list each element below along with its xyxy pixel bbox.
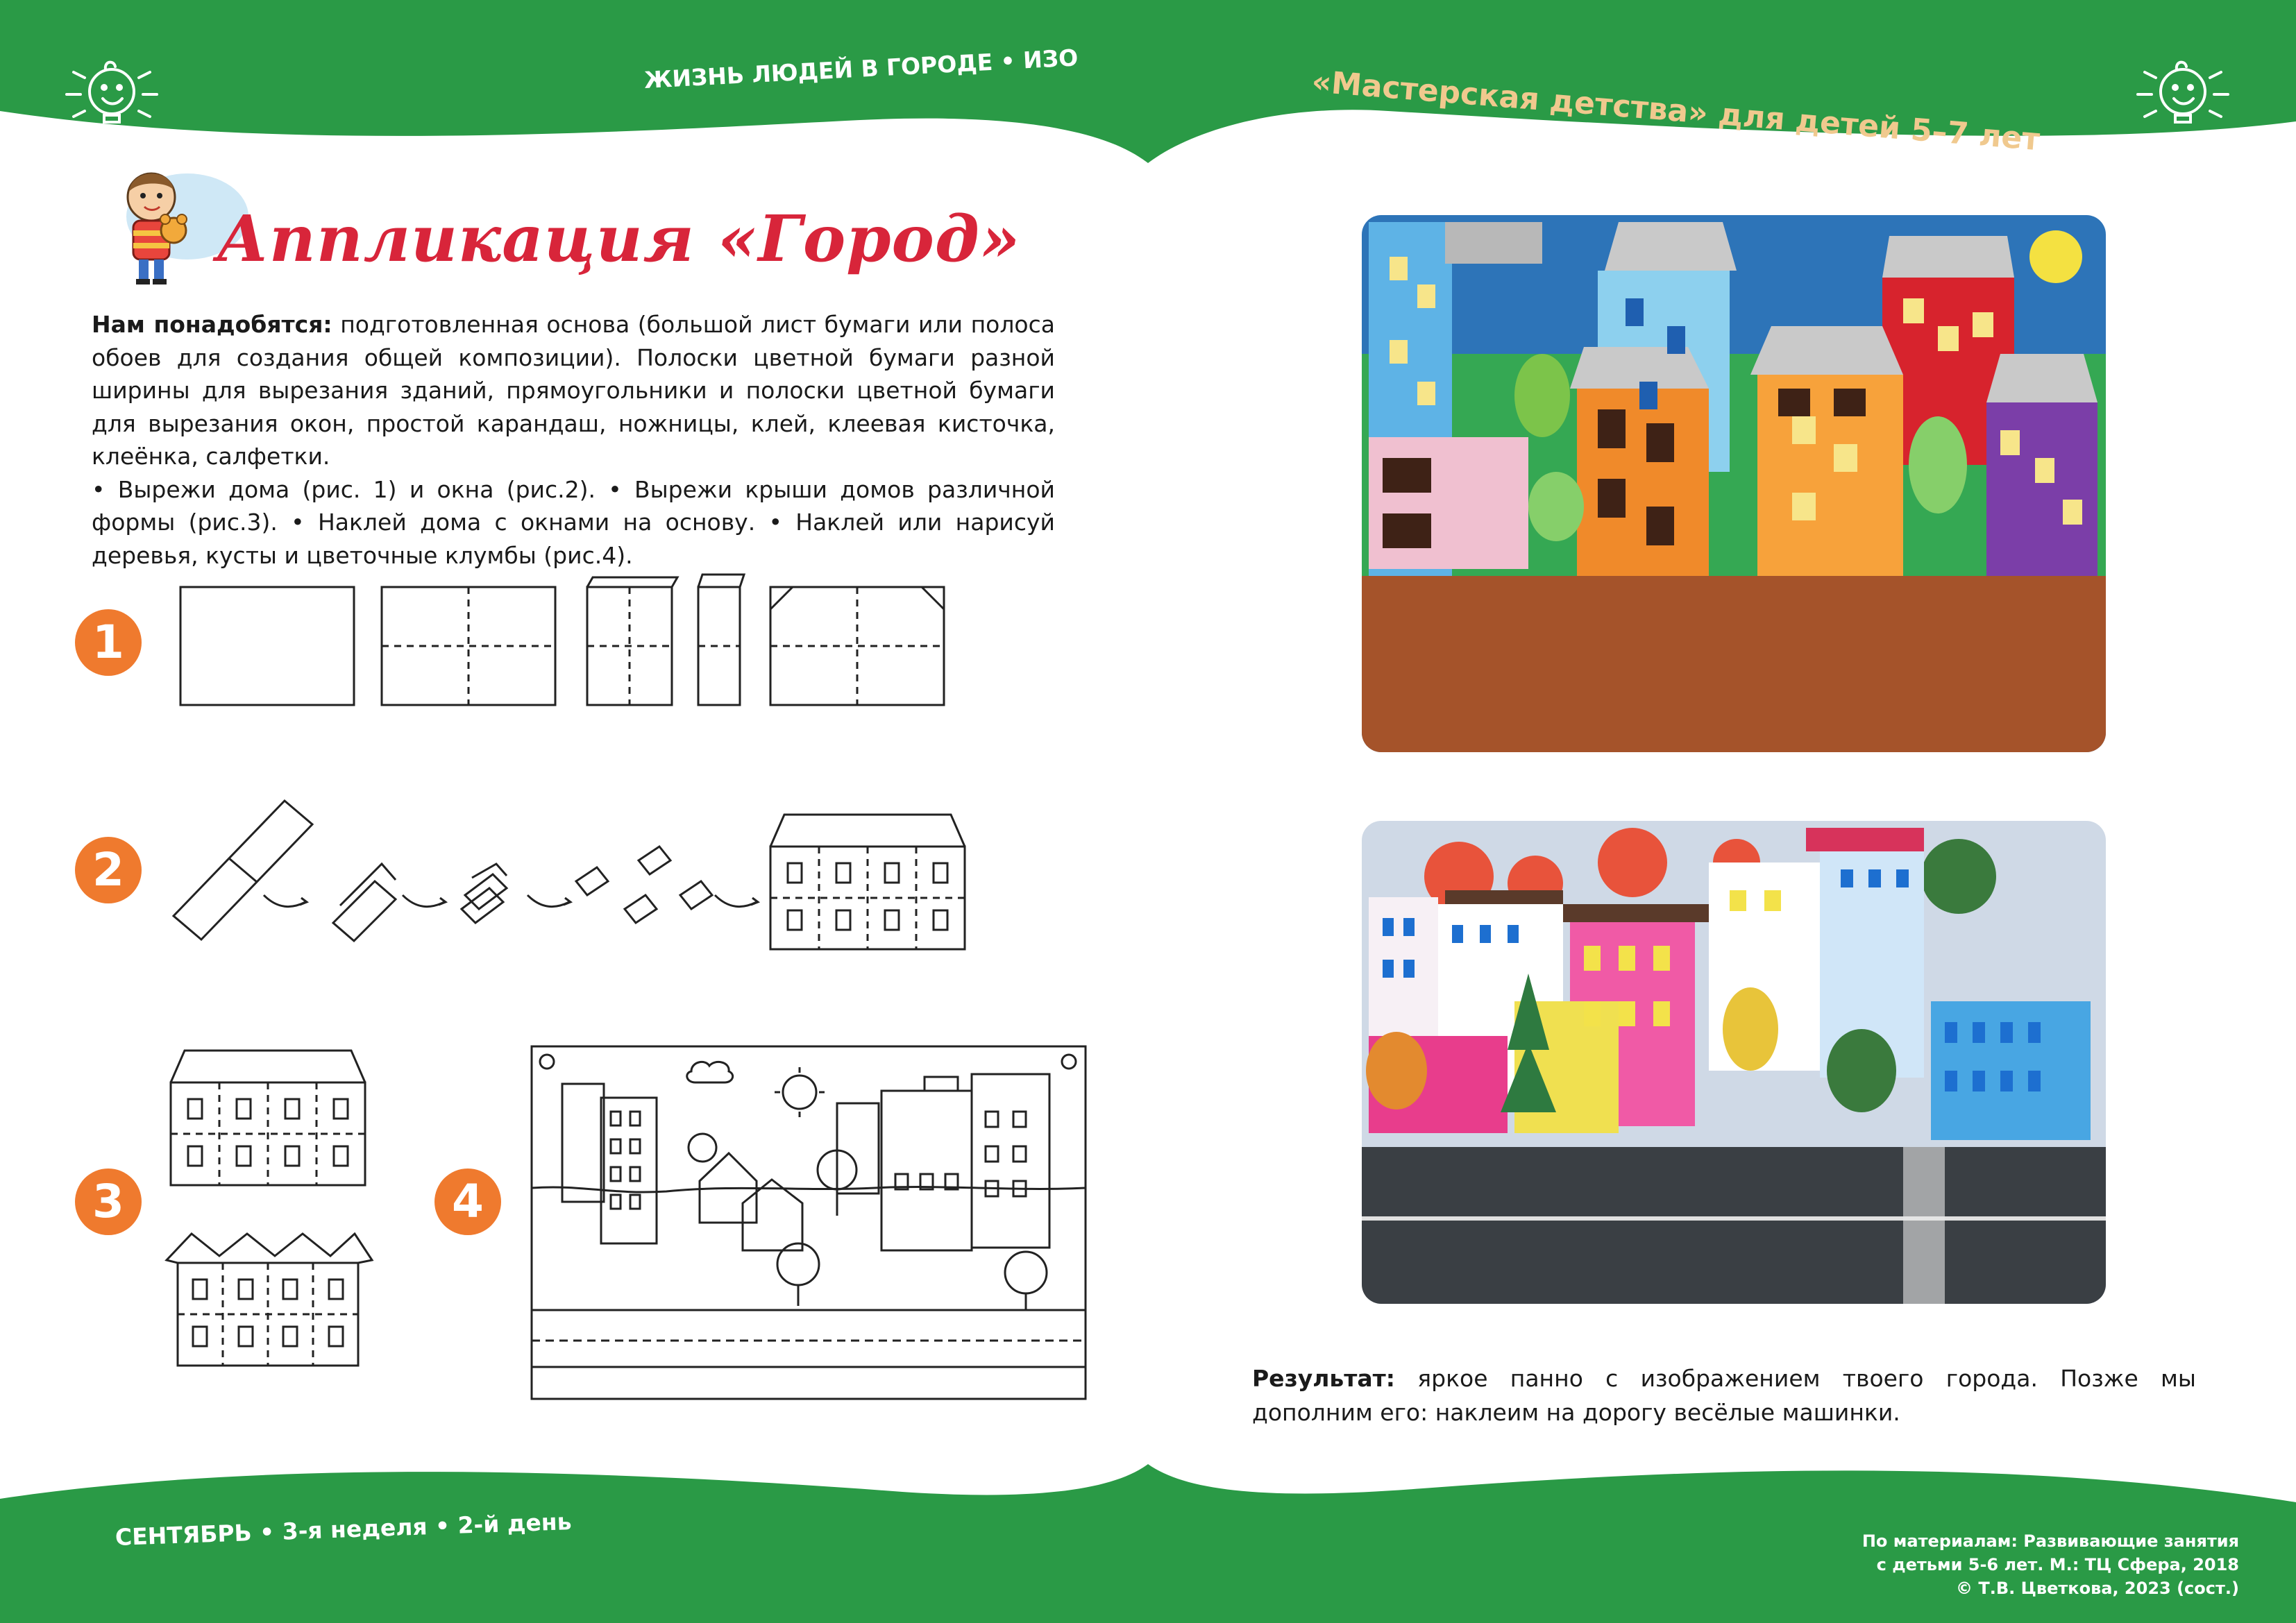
- result-photo-collage-2: [1362, 821, 2106, 1304]
- figure-1-folding-diagram: [174, 569, 951, 708]
- credits-line: © Т.В. Цветкова, 2023 (сост.): [1956, 1579, 2239, 1598]
- steps-text: • Вырежи дома (рис. 1) и окна (рис.2). • Вырежи крыши домов различной формы (рис.3). • Наклей дома с окнами на основу. • Наклей или нарисуй деревья, кусты и цветочные клумбы (рис.4).: [92, 475, 1055, 569]
- materials-label: Нам понадобятся:: [92, 311, 332, 338]
- child-face-icon: [2131, 51, 2235, 135]
- figure-number-badge: 3: [75, 1169, 142, 1235]
- figure-4-city-composition-diagram: [527, 1042, 1090, 1403]
- header-series-title: «Мастерская детства» для детей 5–7 лет: [1310, 64, 2041, 158]
- header-section-title: ЖИЗНЬ ЛЮДЕЙ В ГОРОДЕ • ИЗО: [643, 44, 1079, 94]
- figure-number-badge: 4: [434, 1169, 501, 1235]
- credits-line: По материалам: Развивающие занятия: [1862, 1531, 2239, 1551]
- materials-text: подготовленная основа (большой лист бумаги или полоса обоев для создания общей композиции). Полоски цветной бумаги разной ширины для вырезания зданий, прямоугольники и полоски цветной бумаги для вырезания окон, простой карандаш, ножницы, клей, клеевая кисточка, клеёнка, салфетки.: [92, 311, 1055, 470]
- credits-line: с детьми 5-6 лет. М.: ТЦ Сфера, 2018: [1876, 1555, 2239, 1574]
- figure-number-badge: 2: [75, 837, 142, 903]
- figure-2-window-cutting-diagram: [167, 791, 972, 958]
- result-text: [1252, 1361, 2196, 1429]
- child-face-icon: [60, 51, 164, 135]
- figure-number-badge: 1: [75, 609, 142, 676]
- result-label: Результат:: [1252, 1365, 1396, 1392]
- result-description: яркое панно с изображением твоего города. Позже мы дополним его: наклеим на дорогу весёлые машинки.: [1252, 1365, 2196, 1426]
- footer-credits: [1862, 1529, 2239, 1600]
- instructions-text: [92, 308, 1055, 572]
- figure-3-roof-shapes-diagram: [164, 1041, 386, 1374]
- footer-date: СЕНТЯБРЬ • 3-я неделя • 2-й день: [115, 1508, 573, 1551]
- page-title: Аппликация «Город»: [217, 201, 1021, 276]
- result-photo-collage-1: [1362, 215, 2106, 752]
